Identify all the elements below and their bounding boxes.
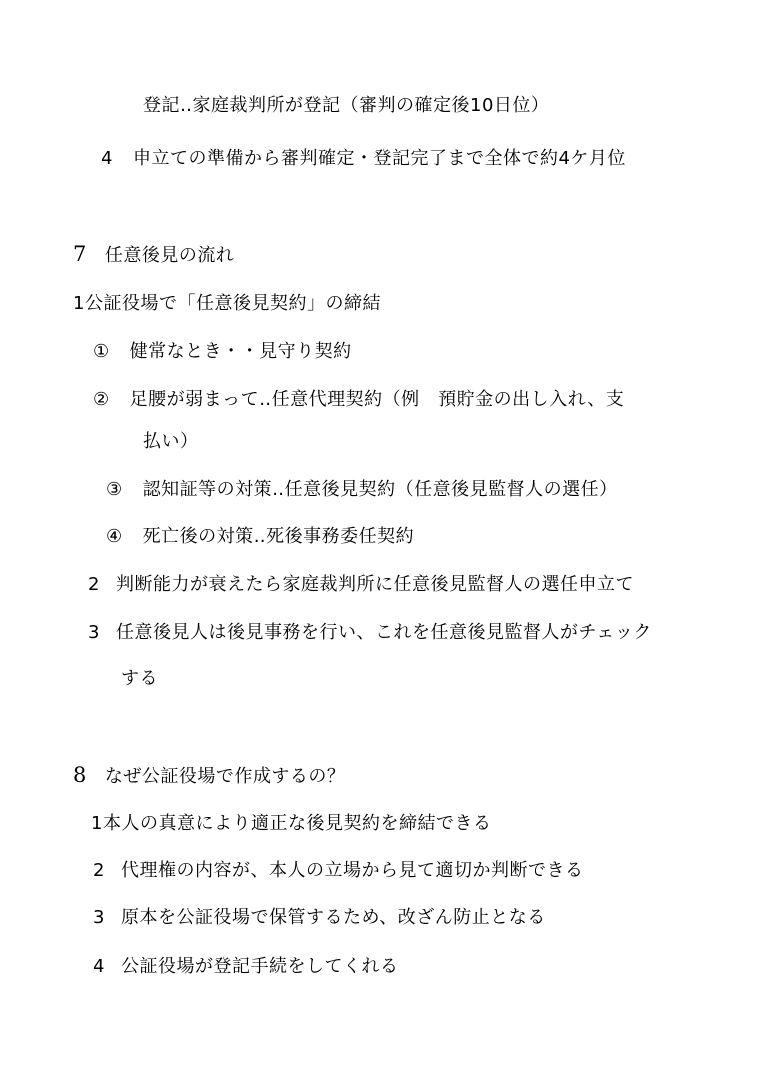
section-8-item-3-text: 原本を公証役場で保管するため、改ざん防止となる bbox=[120, 907, 546, 928]
sub-item-4-mark: ④ bbox=[106, 526, 123, 547]
sub-item-2-cont-text: 払い） bbox=[143, 431, 199, 452]
section-8-number: 8 bbox=[73, 763, 87, 787]
section-8-heading bbox=[73, 763, 345, 789]
section-7-item-1 bbox=[73, 292, 381, 316]
sub-item-2-mark: ② bbox=[93, 389, 110, 410]
section-7-item-3-cont-text: する bbox=[121, 668, 158, 689]
sub-item-2-text: 足腰が弱まって‥任意代理契約（例 預貯金の出し入れ、支 bbox=[129, 389, 625, 410]
sub-item-2 bbox=[93, 388, 624, 412]
sub-item-2-continuation bbox=[143, 430, 199, 454]
section-8-item-2-number: 2 bbox=[93, 860, 105, 881]
registration-line bbox=[143, 94, 549, 118]
section-7-item-3-text: 任意後見人は後見事務を行い、これを任意後見監督人がチェック bbox=[115, 622, 652, 643]
sub-item-3 bbox=[106, 478, 618, 502]
section-8-item-1 bbox=[91, 812, 491, 836]
section-8-item-3 bbox=[93, 906, 546, 930]
duration-text: 申立ての準備から審判確定・登記完了まで全体で約4ケ月位 bbox=[132, 148, 626, 169]
sub-item-3-text: 認知証等の対策‥任意後見契約（任意後見監督人の選任） bbox=[142, 479, 618, 500]
section-7-item-3-number: 3 bbox=[88, 622, 100, 643]
section-7-item-2-number: 2 bbox=[88, 574, 100, 595]
section-8-item-1-text: 1本人の真意により適正な後見契約を締結できる bbox=[91, 813, 492, 834]
duration-line bbox=[101, 147, 626, 171]
section-7-item-3 bbox=[88, 621, 652, 645]
section-8-item-4-number: 4 bbox=[93, 956, 105, 977]
section-7-item-1-text: 1公証役場で「任意後見契約」の締結 bbox=[73, 293, 381, 314]
registration-text: 登記‥家庭裁判所が登記（審判の確定後10日位） bbox=[143, 95, 550, 116]
section-7-heading bbox=[73, 242, 234, 268]
sub-item-4-text: 死亡後の対策‥死後事務委任契約 bbox=[142, 526, 415, 547]
sub-item-1-mark: ① bbox=[93, 341, 110, 362]
section-8-item-3-number: 3 bbox=[93, 907, 105, 928]
sub-item-4 bbox=[106, 525, 414, 549]
section-8-item-2 bbox=[93, 859, 583, 883]
section-7-item-2-text: 判断能力が衰えたら家庭裁判所に任意後見監督人の選任申立て bbox=[115, 574, 634, 595]
section-8-title: なぜ公証役場で作成するの？ bbox=[104, 766, 346, 787]
section-7-item-3-continuation bbox=[121, 667, 158, 691]
duration-number: 4 bbox=[101, 148, 113, 169]
sub-item-1 bbox=[93, 340, 352, 364]
section-8-item-4-text: 公証役場が登記手続をしてくれる bbox=[120, 956, 399, 977]
section-7-title: 任意後見の流れ bbox=[104, 245, 235, 266]
section-8-item-2-text: 代理権の内容が、本人の立場から見て適切か判断できる bbox=[120, 860, 584, 881]
section-7-number: 7 bbox=[73, 242, 87, 266]
sub-item-1-text: 健常なとき・・見守り契約 bbox=[129, 341, 352, 362]
section-8-item-4 bbox=[93, 955, 398, 979]
section-7-item-2 bbox=[88, 573, 634, 597]
sub-item-3-mark: ③ bbox=[106, 479, 123, 500]
